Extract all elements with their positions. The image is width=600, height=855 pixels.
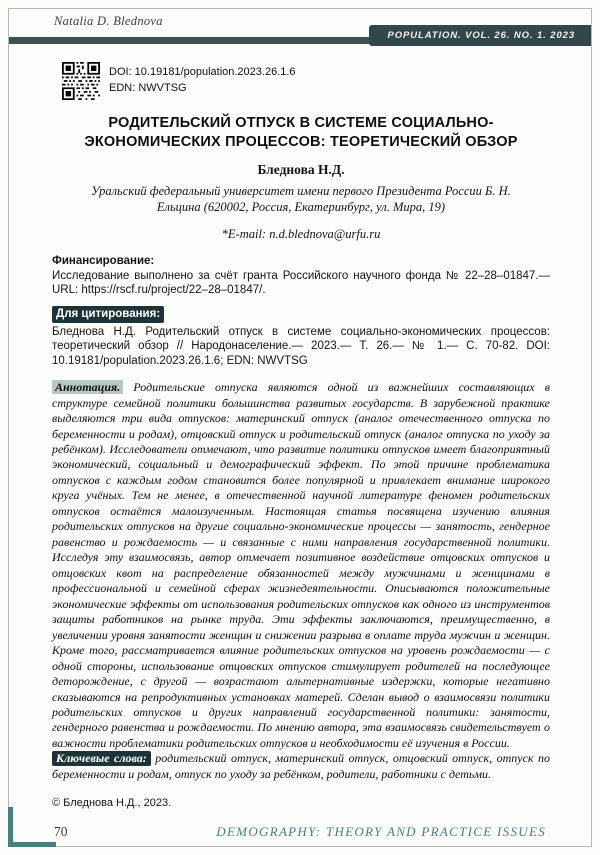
affiliation: Уральский федеральный университет имени первого Президента России Б. Н. Ельцина (620002, Россия, Екатеринбург, ул. Мира, 19): [91, 184, 511, 214]
section-title: DEMOGRAPHY: THEORY AND PRACTICE ISSUES: [216, 824, 546, 839]
author-name: Бледнова Н.Д.: [257, 162, 345, 178]
qr-code-icon: [62, 62, 100, 100]
email-line: *E-mail: n.d.blednova@urfu.ru: [221, 226, 381, 241]
running-head: Natalia D. Blednova: [54, 14, 163, 28]
copyright-line: © Бледнова Н.Д., 2023.: [52, 797, 172, 810]
abstract-paragraph: [52, 380, 550, 751]
abstract-label: Аннотация.: [52, 380, 123, 394]
journal-banner: POPULATION. VOL. 26. NO. 1. 2023: [369, 25, 591, 46]
page-number: 70: [54, 824, 68, 839]
article-title: РОДИТЕЛЬСКИЙ ОТПУСК В СИСТЕМЕ СОЦИАЛЬНО-ЭКОНОМИЧЕСКИХ ПРОЦЕССОВ: ТЕОРЕТИЧЕСКИЙ ОБЗОР: [84, 115, 518, 151]
article-content: [52, 62, 550, 809]
corner-accent: [8, 807, 56, 847]
citation-text: Бледнова Н.Д. Родительский отпуск в системе социально-экономических процессов: теоретический обзор // Народонаселение.— 2023.— Т. 26.— № 1.— С. 70-82. DOI: 10.19181/population.2023.26.1.6; EDN: NWVTSG: [52, 326, 550, 367]
edn-text: EDN: NWVTSG: [109, 82, 187, 94]
keywords-label: Ключевые слова:: [52, 751, 151, 766]
keywords-paragraph: [52, 751, 550, 782]
doi-block: [62, 62, 550, 100]
funding-label: Финансирование:: [52, 254, 155, 267]
abstract-text: Родительские отпуска являются одной из важнейших составляющих в структуре семейной политики большинства развитых государств. В зарубежной практике выделяются три вида отпусков: материнский отпуск (аналог отечественного отпуска по беременности и родам), отцовский отпуск и родительский отпуск (аналог отпуска по уходу за ребёнком). Исследователи отмечают, что развитие политики отпусков имеет благоприятный экономический, социальный и демографический эффект. По этой причине проблематика отпусков с каждым годом становится более популярной и привлекает внимание широкого круга учёных. Тем не менее, в отечественной научной литературе феномен родительских отпусков остаётся малоизученным. Настоящая статья посвящена изучению влияния родительских отпусков на другие социально-экономические процессы — занятость, гендерное равенство и рождаемость — и связанные с ними направления государственной политики. Исследуя эту взаимосвязь, автор отмечает позитивное воздействие отцовских отпусков и отцовских квот на распределение обязанностей между мужчинами и женщинами в профессиональной и семейной сферах жизнедеятельности. Описываются положительные экономические эффекты от использования родительских отпусков как одного из инструментов защиты работников на рынке труда. Эти эффекты заключаются, преимущественно, в увеличении уровня занятости женщин и снижении разрыва в оплате труда мужчин и женщин. Кроме того, рассматривается влияние родительских отпусков на уровень рождаемости — с одной стороны, использование отцовских отпусков стимулирует родителей на последующее деторождение, с другой — возрастают альтернативные издержки, которые негативно сказываются на репродуктивных установках матерей. Сделан вывод о взаимосвязи политики родительских отпусков и других направлений государственной политики: занятости, гендерного равенства и рождаемости. По мнению автора, эта взаимосвязь свидетельствует о важности проблематики родительских отпусков и необходимости её изучения в России.: [52, 380, 550, 750]
doi-text: DOI: 10.19181/population.2023.26.1.6: [109, 66, 296, 79]
funding-text: Исследование выполнено за счёт гранта Российского научного фонда № 22–28–01847.— URL: https://rscf.ru/project/22–28–01847/.: [52, 269, 550, 297]
page-footer: [54, 824, 546, 840]
keywords-text: родительский отпуск, материнский отпуск, отцовский отпуск, отпуск по беременности и родам, отпуск по уходу за ребёнком, родители, работники с детьми.: [52, 751, 551, 781]
citation-label: Для цитирования:: [52, 306, 164, 323]
funding-block: [52, 254, 550, 298]
citation-block: [52, 306, 550, 369]
